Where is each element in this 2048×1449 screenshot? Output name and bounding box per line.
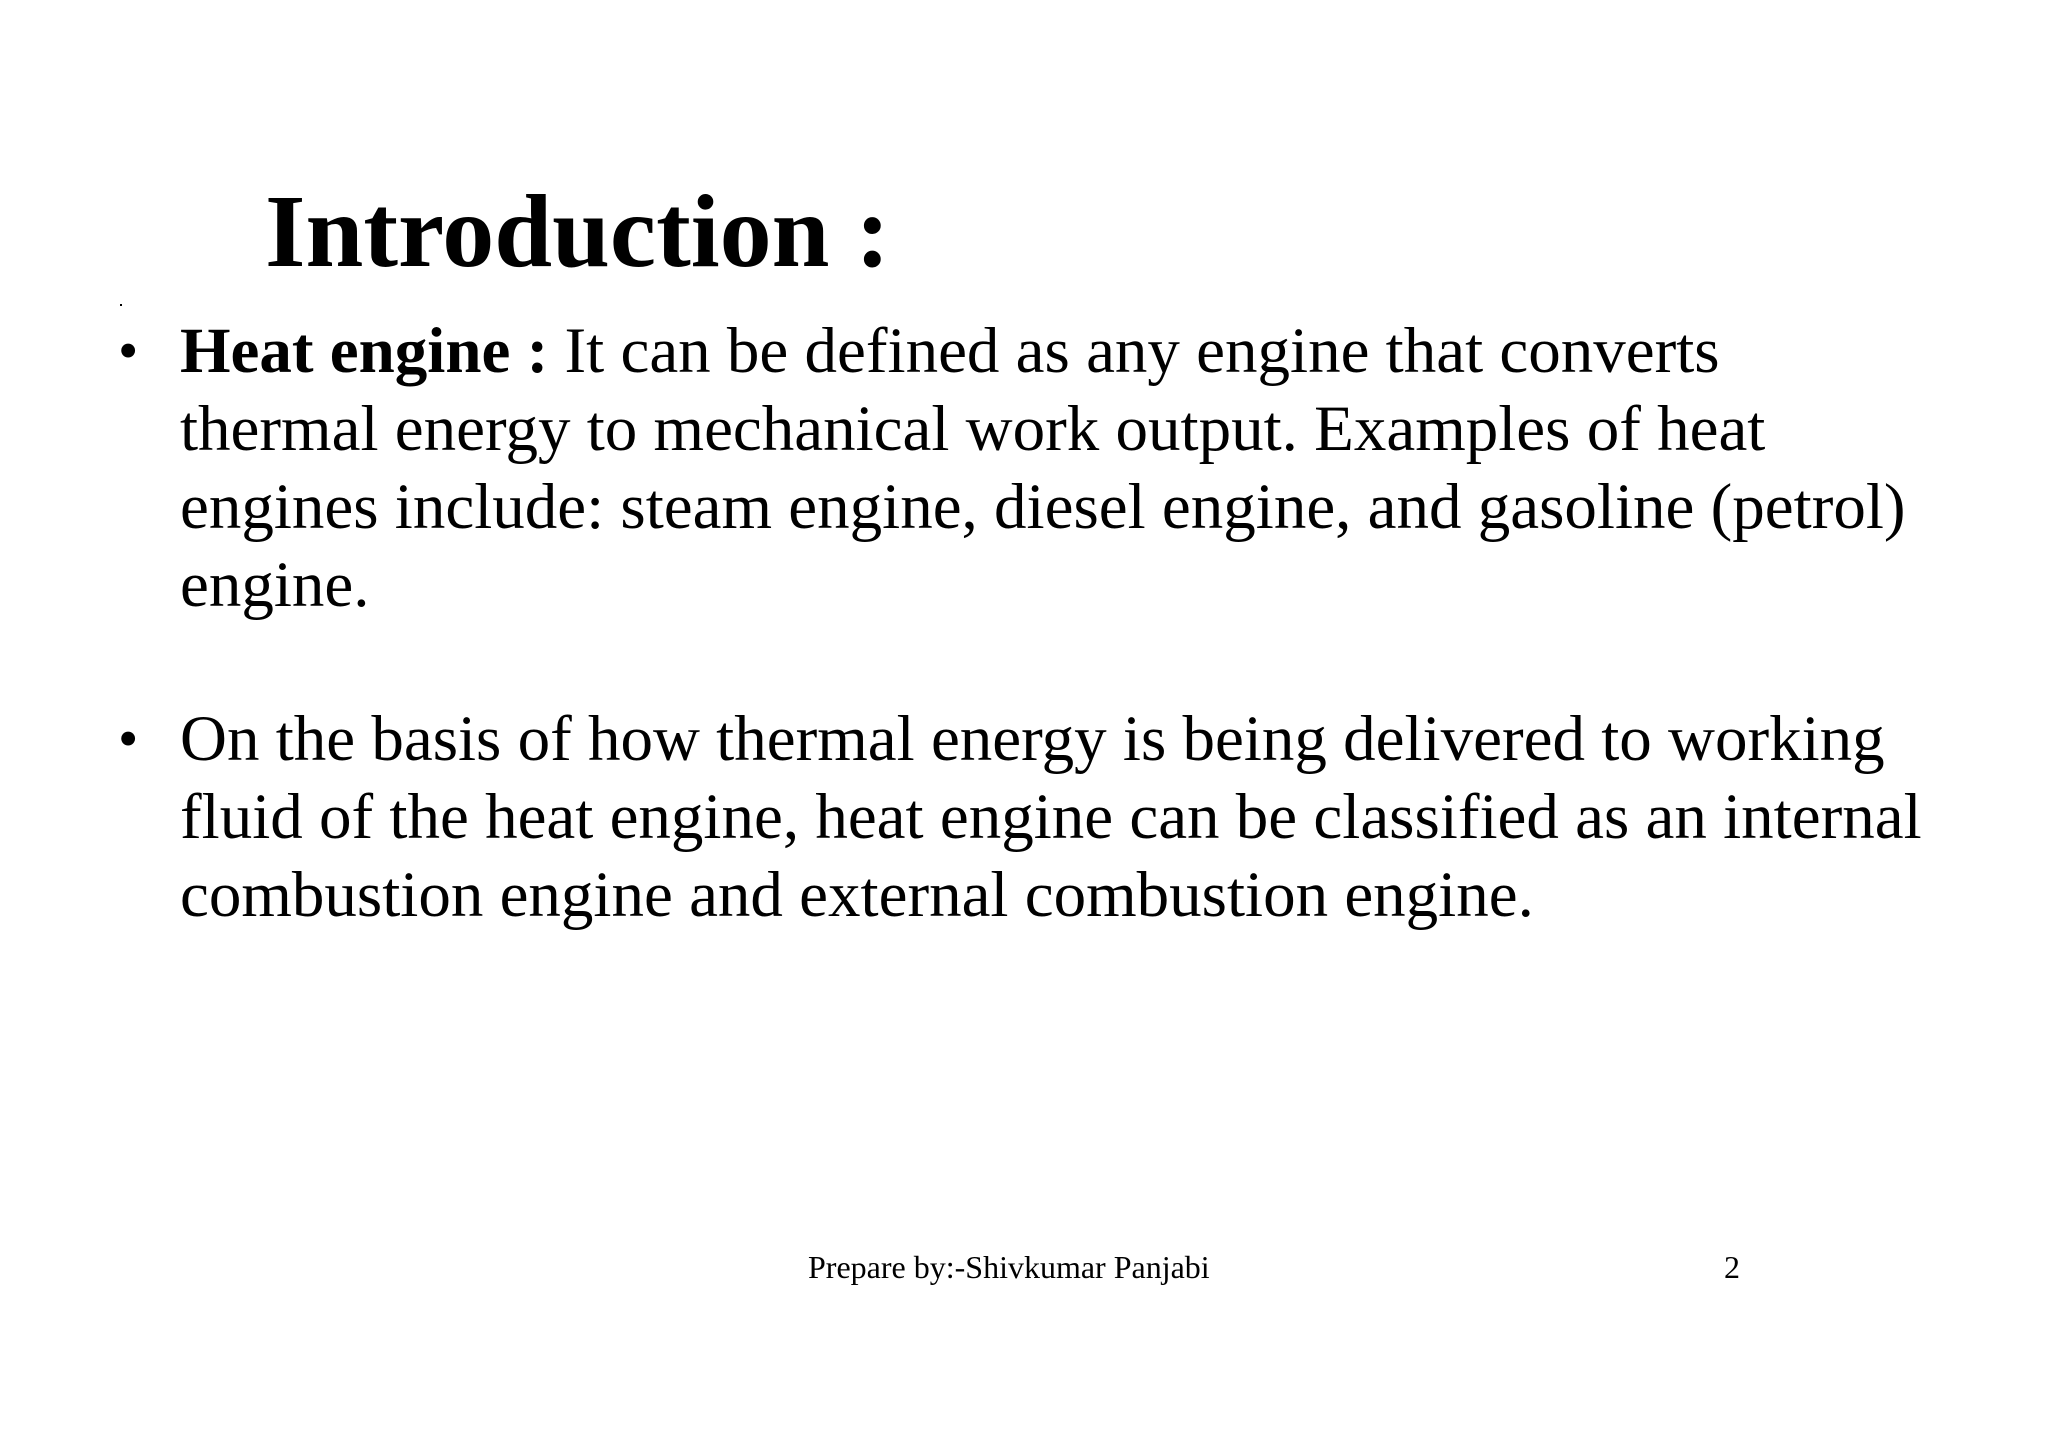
bullet-term: Heat engine : [180,315,549,387]
footer-author: Prepare by:-Shivkumar Panjabi [808,1249,1210,1285]
bullet-text [180,700,2040,934]
page-number: 2 [1724,1249,1740,1285]
bullet-line-text: It can be defined as any engine that converts [548,315,1720,387]
bullet-line: On the basis of how thermal energy is being delivered to working [180,703,1885,775]
bullet-line: combustion engine and external combustion engine. [180,859,1534,931]
bullet-icon: • [118,318,139,383]
bullet-line: thermal energy to mechanical work output. Examples of heat [180,393,1766,465]
bullet-icon: • [118,706,139,771]
slide-title: Introduction : [265,174,891,289]
bullet-text [180,312,2040,624]
bullet-line: fluid of the heat engine, heat engine can be classified as an internal [180,781,1922,853]
bullet-line [180,312,2040,390]
bullet-line: engine. [180,549,370,621]
bullet-line: engines include: steam engine, diesel engine, and gasoline (petrol) [180,471,1906,543]
